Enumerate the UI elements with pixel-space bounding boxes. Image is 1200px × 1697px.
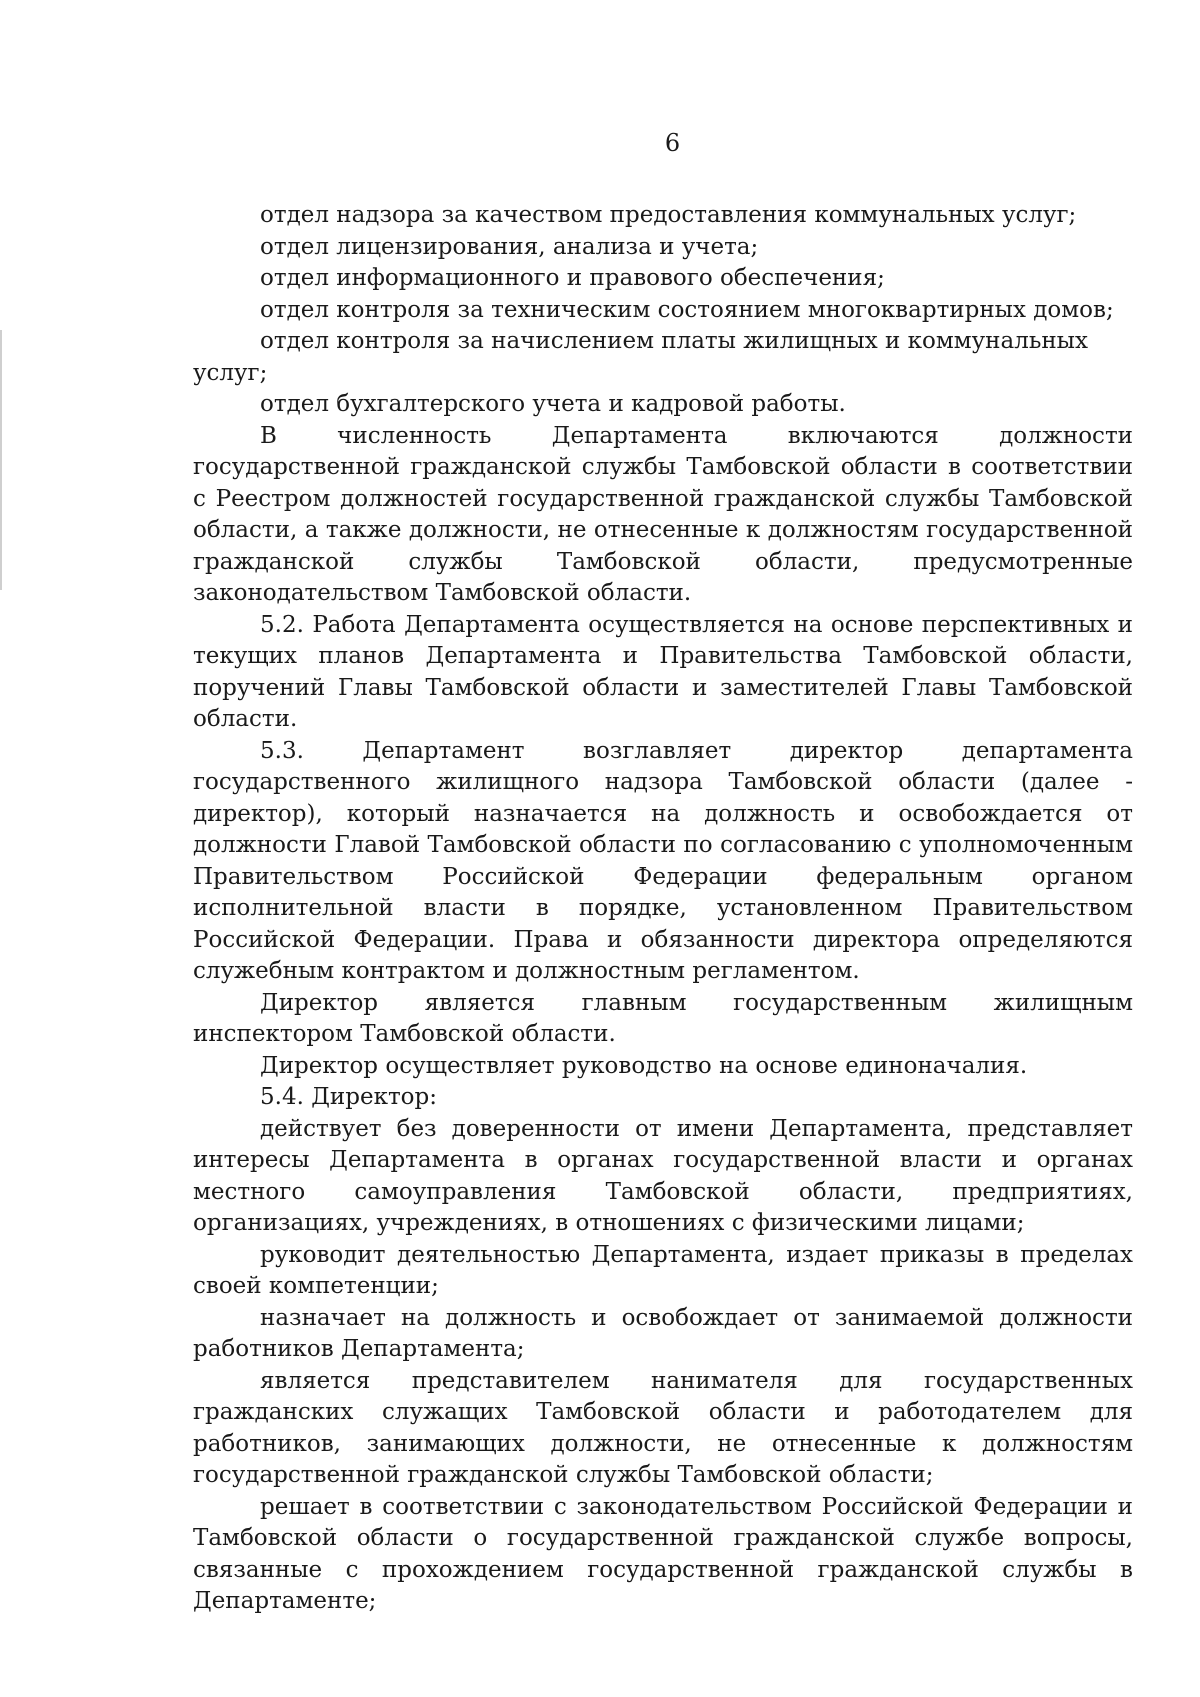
- paragraph-staffing: В численность Департамента включаются должности государственной гражданской службы Тамбовской области в соответствии с Реестром должностей государственной гражданской службы Тамбовской области, а также должности, не отнесенные к должностям государственной гражданской службы Тамбовской области, предусмотренные законодательством Тамбовской области.: [193, 422, 1133, 606]
- paragraph-5-2: 5.2. Работа Департамента осуществляется на основе перспективных и текущих планов Департамента и Правительства Тамбовской области, поручений Главы Тамбовской области и заместителей Главы Тамбовской области.: [193, 611, 1133, 732]
- document-body: [193, 200, 1133, 1618]
- duty-item: является представителем нанимателя для государственных гражданских служащих Тамбовской области и работодателем для работников, занимающих должности, не отнесенные к должностям государственной гражданской службы Тамбовской области;: [193, 1367, 1133, 1488]
- paragraph-one-man-management: Директор осуществляет руководство на основе единоначалия.: [260, 1052, 1028, 1079]
- list-item: отдел контроля за начислением платы жилищных и коммунальных услуг;: [193, 328, 1088, 386]
- list-item: отдел надзора за качеством предоставления коммунальных услуг;: [260, 202, 1077, 228]
- scan-edge-mark: [0, 330, 2, 590]
- duty-item: назначает на должность и освобождает от занимаемой должности работников Департамента;: [193, 1304, 1133, 1362]
- duty-item: решает в соответствии с законодательством Российской Федерации и Тамбовской области о государственной гражданской службе вопросы, связанные с прохождением государственной гражданской службы в Департаменте;: [193, 1493, 1133, 1614]
- duty-item: действует без доверенности от имени Департамента, представляет интересы Департамента в органах государственной власти и органах местного самоуправления Тамбовской области, предприятиях, организациях, учреждениях, в отношениях с физическими лицами;: [193, 1115, 1133, 1236]
- paragraph-5-4-heading: 5.4. Директор:: [260, 1084, 437, 1110]
- paragraph-chief-inspector: Директор является главным государственным жилищным инспектором Тамбовской области.: [193, 989, 1133, 1047]
- duty-item: руководит деятельностью Департамента, издает приказы в пределах своей компетенции;: [193, 1241, 1133, 1299]
- paragraph-5-3: 5.3. Департамент возглавляет директор департамента государственного жилищного надзора Тамбовской области (далее - директор), который назначается на должность и освобождается от должности Главой Тамбовской области по согласованию с уполномоченным Правительством Российской Федерации федеральным органом исполнительной власти в порядке, установленном Правительством Российской Федерации. Права и обязанности директора определяются служебным контрактом и должностным регламентом.: [193, 737, 1133, 984]
- list-item: отдел контроля за техническим состоянием многоквартирных домов;: [260, 296, 1114, 323]
- list-item: отдел бухгалтерского учета и кадровой работы.: [260, 391, 846, 417]
- list-item: отдел информационного и правового обеспечения;: [260, 265, 885, 291]
- list-item: отдел лицензирования, анализа и учета;: [260, 233, 759, 260]
- page-number: 6: [664, 129, 681, 157]
